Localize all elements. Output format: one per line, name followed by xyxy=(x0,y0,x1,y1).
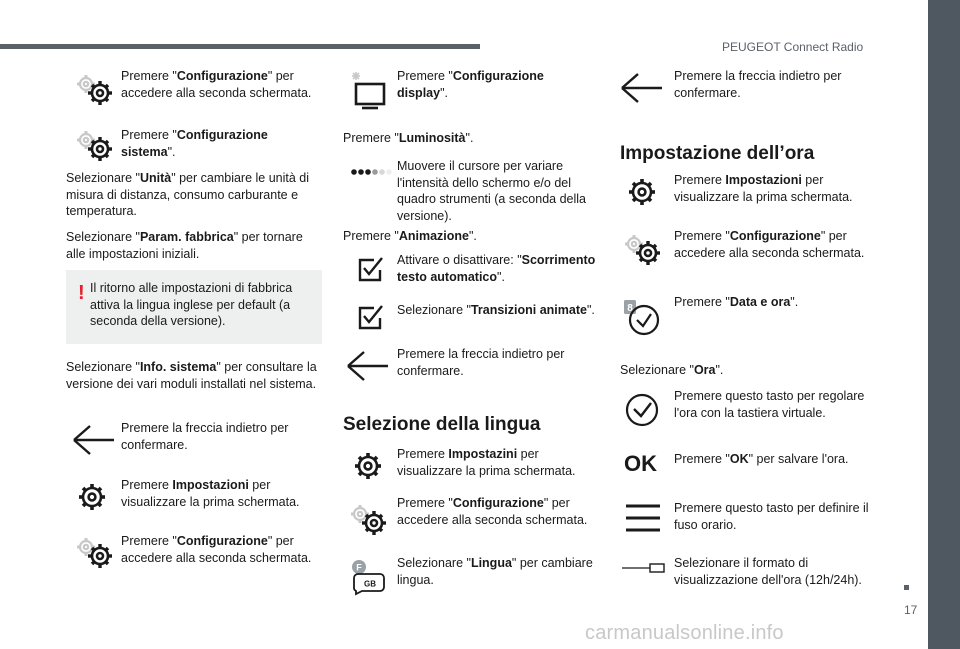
paragraph: Selezionare "Param. fabbrica" per tornare alle impostazioni iniziali. xyxy=(66,230,303,261)
step-text: Premere la freccia indietro per confermare. xyxy=(674,69,842,100)
step-text: Premere "Configurazione" per accedere alla seconda schermata. xyxy=(674,229,865,260)
step-text: Premere "Configurazione sistema". xyxy=(121,128,268,159)
ok-icon-label: OK xyxy=(624,451,657,476)
section-heading: Impostazione dell’ora xyxy=(620,143,815,164)
step-text: Premere Impostazioni per visualizzare la prima schermata. xyxy=(674,173,853,204)
step-text: Attivare o disattivare: "Scorrimento testo automatico". xyxy=(397,253,596,284)
back-arrow-icon xyxy=(618,68,666,108)
double-gear-icon xyxy=(346,500,394,540)
step-text: Premere Impostazini per visualizzare la prima schermata. xyxy=(397,447,576,478)
double-gear-icon xyxy=(72,533,120,573)
step-text: Premere Impostazioni per visualizzare la prima schermata. xyxy=(121,478,300,509)
double-gear-icon xyxy=(72,126,120,166)
ok-icon xyxy=(624,448,672,488)
language-flag-icon xyxy=(346,556,394,596)
step-text: Premere questo tasto per regolare l'ora con la tastiera virtuale. xyxy=(674,389,865,420)
header-rule xyxy=(0,44,480,49)
note-text: Il ritorno alle impostazioni di fabbrica attiva la lingua inglese per default (a seconda della versione). xyxy=(90,281,293,328)
back-arrow-icon xyxy=(344,346,392,386)
language-icon-label-bottom: GB xyxy=(364,579,376,589)
paragraph: Selezionare "Ora". xyxy=(620,363,724,377)
gear-icon xyxy=(346,446,394,486)
step-text: Premere "Configurazione" per accedere alla seconda schermata. xyxy=(121,69,312,100)
step-text: Selezionare "Transizioni animate". xyxy=(397,303,595,317)
clock-icon-label: 8 xyxy=(627,303,633,314)
paragraph: Premere "Animazione". xyxy=(343,229,477,243)
gear-icon xyxy=(70,477,118,517)
step-text: Selezionare "Lingua" per cambiare lingua. xyxy=(397,556,593,587)
double-gear-icon xyxy=(72,70,120,110)
language-icon-label-top: F xyxy=(356,562,362,573)
double-gear-icon xyxy=(620,230,668,270)
brand-title: PEUGEOT Connect Radio xyxy=(722,40,864,54)
toggle-switch-icon xyxy=(620,556,668,596)
side-tab xyxy=(928,0,960,649)
back-arrow-icon xyxy=(70,420,118,460)
slider-dots-icon xyxy=(346,158,394,198)
step-text: Premere "Configurazione" per accedere alla seconda schermata. xyxy=(121,534,312,565)
step-text: Premere "Configurazione display". xyxy=(397,69,544,100)
menu-lines-icon xyxy=(620,500,668,540)
display-brightness-icon xyxy=(346,68,394,108)
page-marker xyxy=(904,585,909,590)
step-text: Premere "Data e ora". xyxy=(674,295,799,309)
step-text: Premere la freccia indietro per confermare. xyxy=(121,421,289,452)
section-heading: Selezione della lingua xyxy=(343,414,541,435)
paragraph: Selezionare "Unità" per cambiare le unità di misura di distanza, consumo carburante e temperatura. xyxy=(66,171,310,218)
checkbox-checked-icon xyxy=(346,300,394,340)
step-text: Premere questo tasto per definire il fuso orario. xyxy=(674,501,869,532)
warning-icon: ! xyxy=(78,282,85,304)
clock-icon xyxy=(620,298,668,338)
paragraph: Premere "Luminosità". xyxy=(343,131,474,145)
checkbox-checked-icon xyxy=(346,252,394,292)
step-text: Muovere il cursore per variare l'intensità dello schermo e/o del quadro strumenti (a seconda della versione). xyxy=(397,159,587,223)
watermark: carmanualsonline.info xyxy=(585,622,784,644)
warning-note xyxy=(66,270,322,344)
step-text: Premere la freccia indietro per confermare. xyxy=(397,347,565,378)
step-text: Premere "OK" per salvare l'ora. xyxy=(674,452,849,466)
step-text: Premere "Configurazione" per accedere alla seconda schermata. xyxy=(397,496,588,527)
page-number: 17 xyxy=(904,603,918,617)
paragraph: Selezionare "Info. sistema" per consultare la versione dei vari moduli installati nel sistema. xyxy=(66,360,317,391)
step-text: Selezionare il formato di visualizzazione dell'ora (12h/24h). xyxy=(674,556,862,587)
checkmark-circle-icon xyxy=(620,390,668,430)
gear-icon xyxy=(620,172,668,212)
